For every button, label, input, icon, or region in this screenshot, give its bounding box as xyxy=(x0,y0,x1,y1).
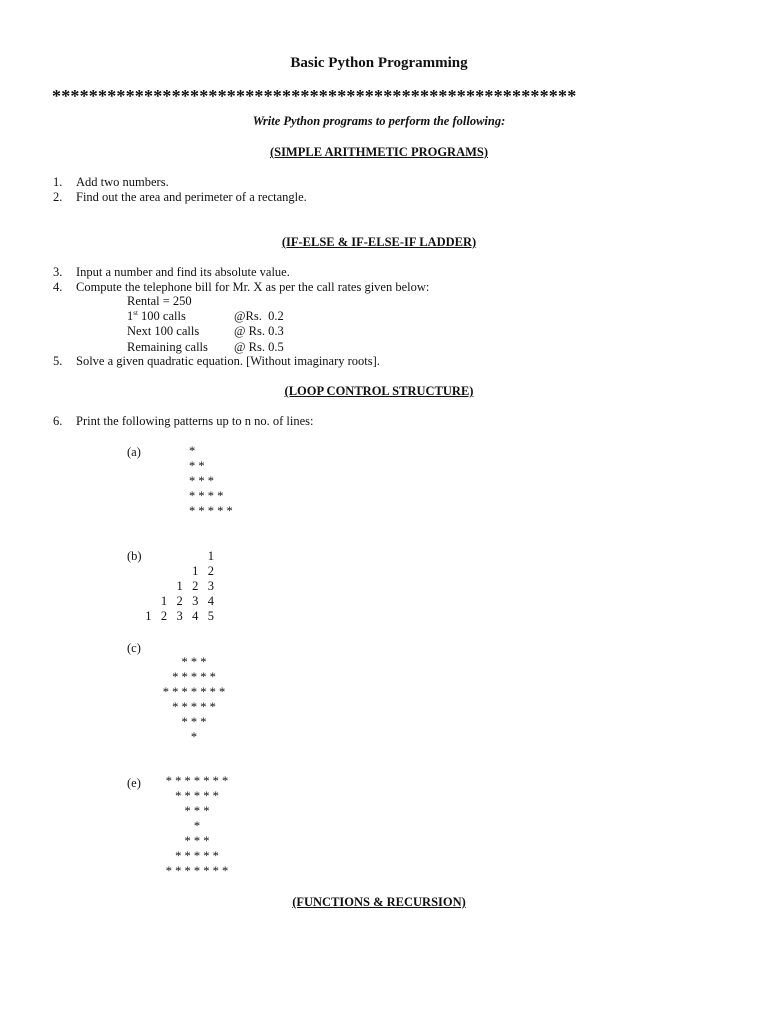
pattern-line: * xyxy=(193,819,201,833)
section-heading-loop: (LOOP CONTROL STRUCTURE) xyxy=(284,384,474,398)
rate-rental: Rental = 250 xyxy=(127,294,192,308)
pattern-line: * * * xyxy=(181,715,207,729)
item-text: Print the following patterns up to n no. of lines: xyxy=(76,414,314,428)
pattern-line: 1 xyxy=(207,549,214,563)
item-text: Input a number and find its absolute value. xyxy=(76,265,290,279)
instruction-subtitle: Write Python programs to perform the following: xyxy=(252,114,506,128)
pattern-line: 1 2 xyxy=(192,564,214,578)
section-heading-functions: (FUNCTIONS & RECURSION) xyxy=(292,895,466,909)
item-text: Compute the telephone bill for Mr. X as per the call rates given below: xyxy=(76,280,430,294)
rate-value: @ Rs. 0.5 xyxy=(234,340,284,354)
item-number: 1. xyxy=(53,175,63,189)
pattern-line: * * * xyxy=(184,804,210,818)
pattern-line: * * * xyxy=(184,834,210,848)
pattern-line: * * * * * xyxy=(172,670,216,684)
pattern-line: * xyxy=(190,730,198,744)
item-number: 4. xyxy=(53,280,63,294)
pattern-label: (c) xyxy=(127,641,141,655)
asterisk-divider: ********************************************************* xyxy=(52,86,577,106)
item-number: 3. xyxy=(53,265,63,279)
pattern-line: * * * * * * * xyxy=(165,774,229,788)
item-number: 2. xyxy=(53,190,63,204)
rate-value: @ Rs. 0.3 xyxy=(234,324,284,338)
rate-label: Remaining calls xyxy=(127,340,208,354)
rate-label: 1st 100 calls xyxy=(127,309,186,323)
pattern-line: * * * * * xyxy=(189,504,233,518)
pattern-line: * * * xyxy=(181,655,207,669)
section-heading-arithmetic: (SIMPLE ARITHMETIC PROGRAMS) xyxy=(269,145,489,159)
pattern-line: * xyxy=(189,444,196,458)
pattern-line: * * * * * xyxy=(175,849,219,863)
pattern-line: 1 2 3 4 xyxy=(160,594,214,608)
pattern-label: (a) xyxy=(127,445,141,459)
item-number: 5. xyxy=(53,354,63,368)
pattern-line: * * * * * xyxy=(172,700,216,714)
rate-value: @Rs. 0.2 xyxy=(234,309,284,323)
rate-label: Next 100 calls xyxy=(127,324,200,338)
pattern-line: * * xyxy=(189,459,205,473)
pattern-line: 1 2 3 4 5 xyxy=(145,609,214,623)
item-text: Find out the area and perimeter of a rectangle. xyxy=(76,190,307,204)
pattern-label: (e) xyxy=(127,776,141,790)
page-title: Basic Python Programming xyxy=(290,55,468,71)
section-heading-if-else: (IF-ELSE & IF-ELSE-IF LADDER) xyxy=(281,235,477,249)
pattern-line: * * * * * xyxy=(175,789,219,803)
item-number: 6. xyxy=(53,414,63,428)
item-text: Solve a given quadratic equation. [Without imaginary roots]. xyxy=(76,354,380,368)
pattern-line: * * * * * * * xyxy=(165,864,229,878)
pattern-line: * * * xyxy=(189,474,214,488)
pattern-line: * * * * * * * xyxy=(162,685,226,699)
pattern-line: 1 2 3 xyxy=(176,579,214,593)
pattern-label: (b) xyxy=(127,549,142,563)
item-text: Add two numbers. xyxy=(76,175,169,189)
pattern-line: * * * * xyxy=(189,489,224,503)
